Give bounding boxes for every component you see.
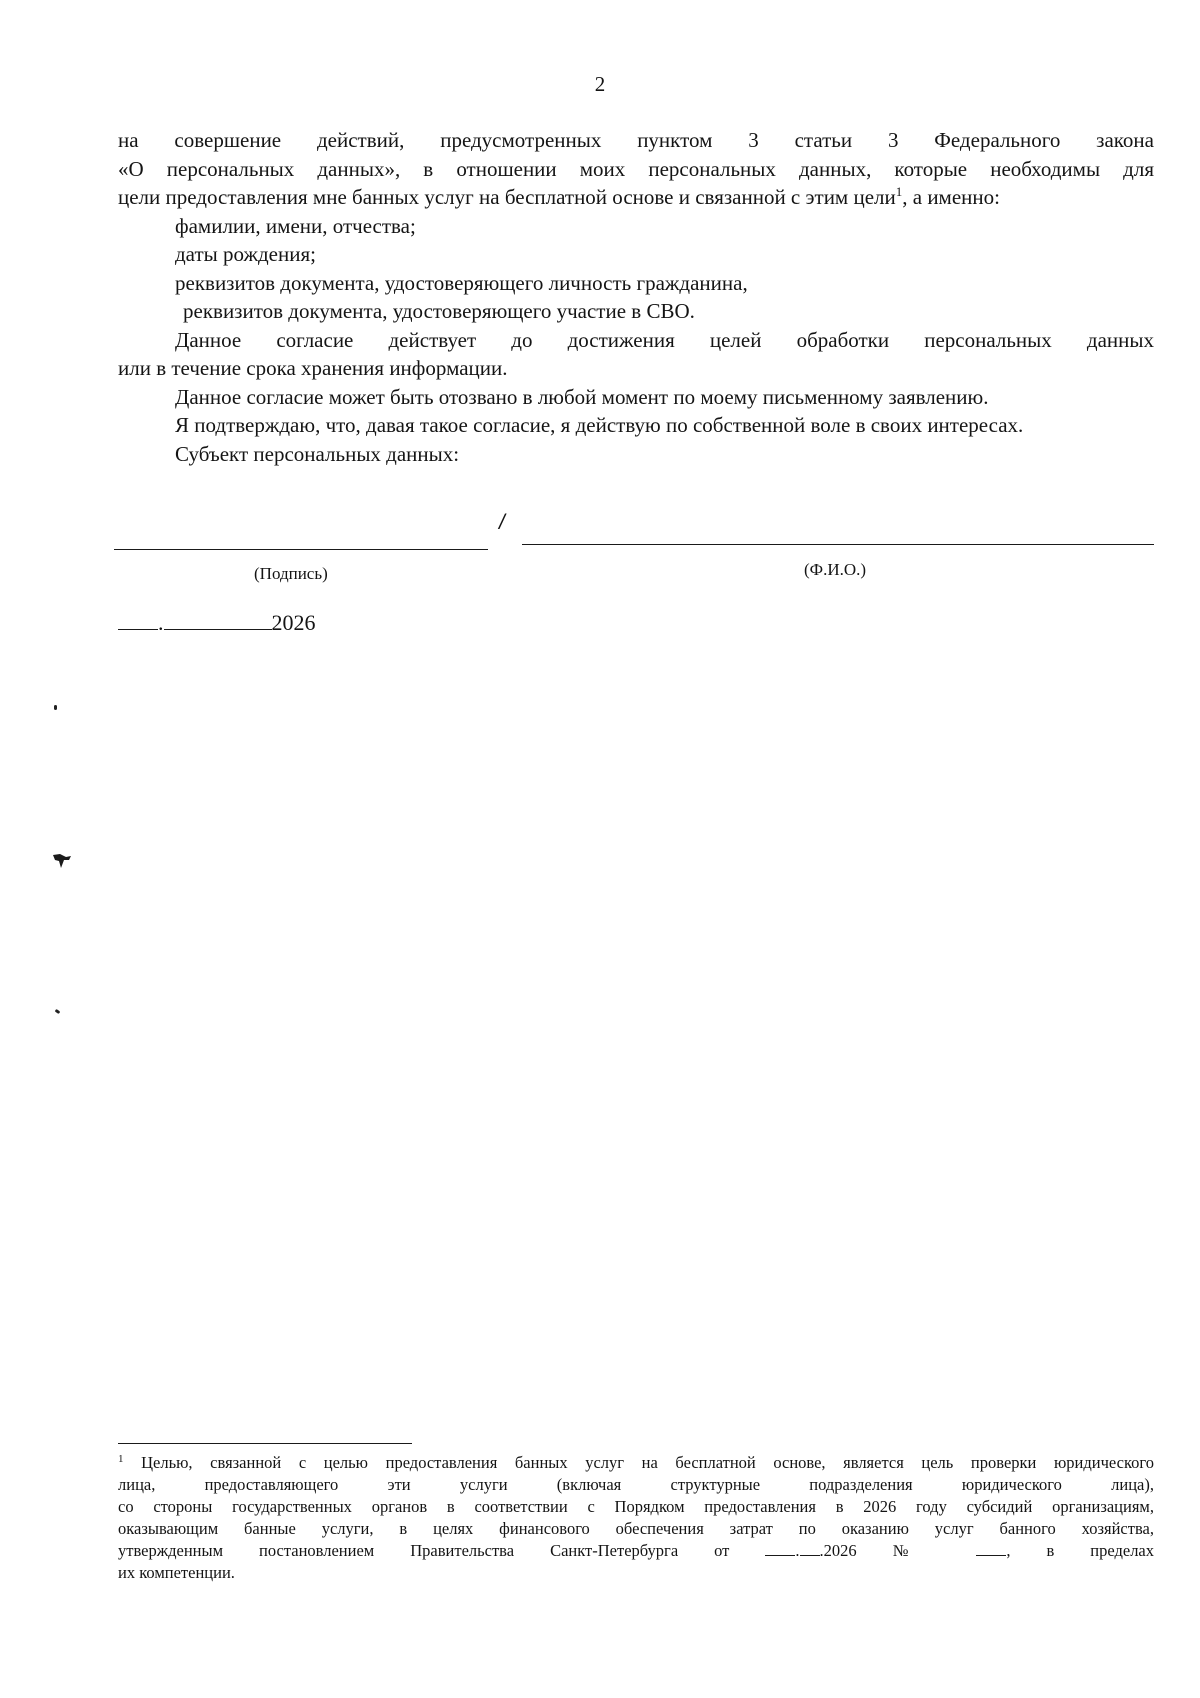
footnote-line-6: их компетенции. — [118, 1563, 235, 1582]
full-name-caption: (Ф.И.О.) — [804, 560, 867, 579]
consent-line-3-end: , а именно: — [902, 185, 1000, 209]
footnote — [118, 1452, 1154, 1584]
date-day-blank — [118, 607, 158, 630]
footnote-line-4: оказывающим банные услуги, в целях финансового обеспечения затрат по оказанию услуг банного хозяйства, — [118, 1519, 1154, 1538]
footnote-line-3: со стороны государственных органов в соответствии с Порядком предоставления в 2026 году субсидий организациям, — [118, 1497, 1154, 1516]
data-list-item-identity-document: реквизитов документа, удостоверяющего личность гражданина, — [175, 270, 748, 295]
footnote-line-5-start: утвержденным постановлением Правительства Санкт-Петербурга от — [118, 1541, 730, 1560]
signature-caption: (Подпись) — [254, 564, 328, 583]
footnote-mark: 1 — [118, 1453, 124, 1465]
resolution-day-blank — [765, 1541, 795, 1556]
validity-line-1: Данное согласие действует до достижения целей обработки персональных данных — [175, 327, 1154, 352]
date-separator: . — [158, 610, 164, 635]
footnote-line-5 — [118, 1540, 1154, 1562]
resolution-number-blank — [976, 1541, 1006, 1556]
consent-line-2: «О персональных данных», в отношении моих персональных данных, которые необходимы для — [118, 156, 1154, 181]
footnote-line-2: лица, предоставляющего эти услуги (включая структурные подразделения юридического лица), — [118, 1475, 1154, 1494]
scan-speck — [55, 1009, 61, 1014]
confirmation-text: Я подтверждаю, что, давая такое согласие, я действую по собственной воле в своих интересах. — [175, 413, 1024, 437]
resolution-date-separator: . — [795, 1541, 800, 1560]
consent-body — [118, 126, 1154, 468]
consent-line-3-text: цели предоставления мне банных услуг на бесплатной основе и связанной с этим цели — [118, 185, 896, 209]
resolution-number-sign: № — [892, 1541, 941, 1560]
date-month-blank — [164, 607, 272, 630]
resolution-month-blank — [800, 1541, 820, 1556]
date-field — [118, 607, 316, 636]
consent-line-1: на совершение действий, предусмотренных пунктом 3 статьи 3 Федерального закона — [118, 128, 1154, 152]
data-list-item-svo-document: реквизитов документа, удостоверяющего участие в СВО. — [183, 299, 695, 323]
data-list-item-birthdate: даты рождения; — [175, 242, 316, 266]
validity-line-2: или в течение срока хранения информации. — [118, 356, 508, 380]
footnote-reference: 1 — [895, 184, 903, 199]
resolution-year: .2026 — [819, 1541, 857, 1560]
revocation-text: Данное согласие может быть отозвано в любой момент по моему письменному заявлению. — [175, 384, 989, 409]
full-name-line — [522, 544, 1154, 545]
consent-line-3 — [118, 183, 1154, 212]
signature-separator: / — [499, 511, 505, 534]
data-list-item-name: фамилии, имени, отчества; — [175, 213, 416, 238]
subject-label: Субъект персональных данных: — [175, 441, 460, 466]
footnote-line-1 — [118, 1452, 1154, 1474]
scan-blot-mark — [52, 852, 72, 870]
page-number: 2 — [594, 72, 606, 96]
scan-speck — [54, 705, 57, 710]
footnote-line-1-text: Целью, связанной с целью предоставления банных услуг на бесплатной основе, является цель проверки юридического — [141, 1453, 1154, 1472]
date-year: 2026 — [271, 610, 316, 635]
footnote-line-5-end: , в пределах — [1006, 1541, 1154, 1560]
signature-line — [114, 549, 488, 550]
footnote-separator — [118, 1443, 412, 1444]
